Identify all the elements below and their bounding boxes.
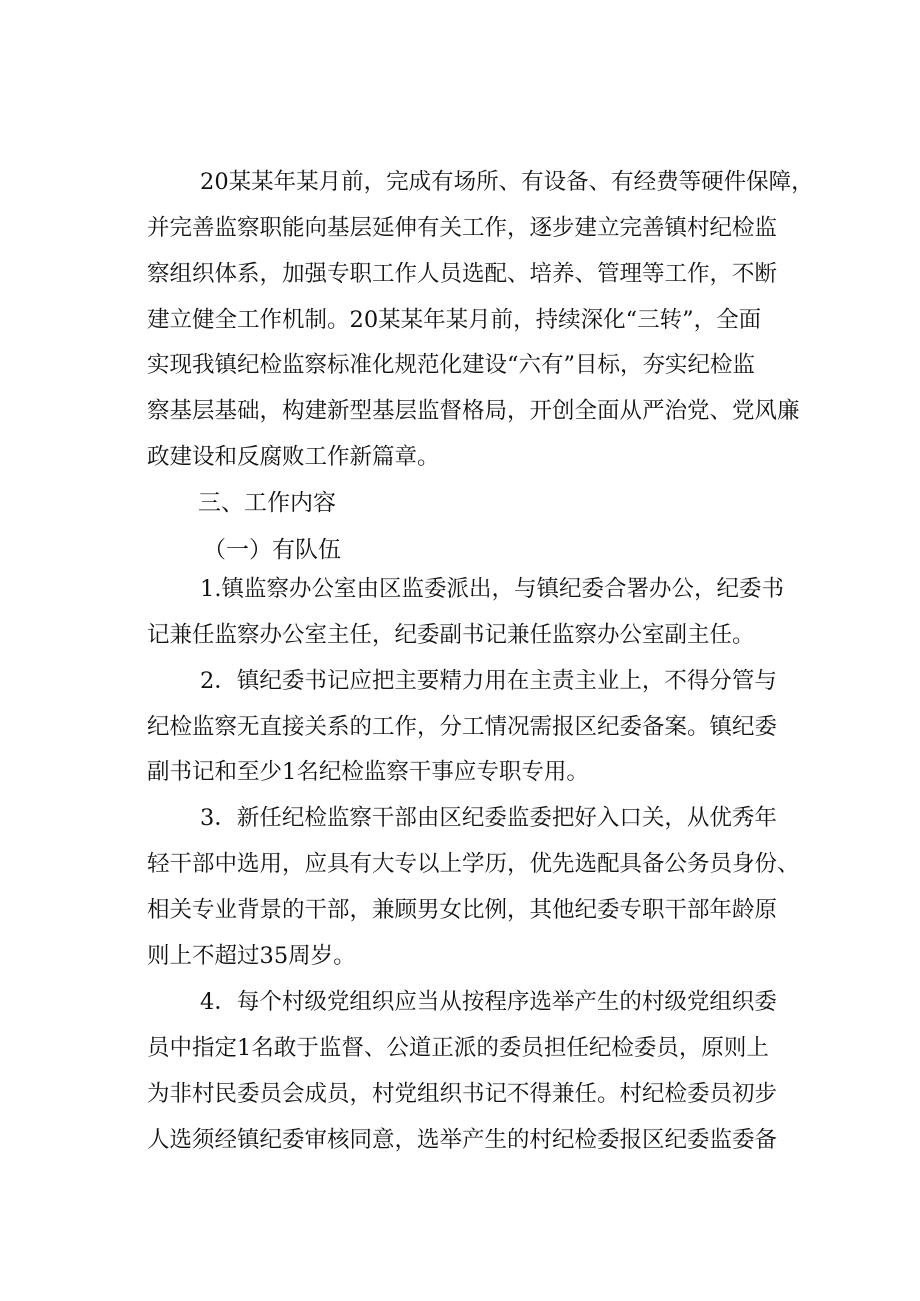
item-4-line-4: 人选须经镇纪委审核同意，选举产生的村纪检委报区纪委监委备 — [147, 1127, 778, 1153]
item-4-line-3: 为非村民委员会成员，村党组织书记不得兼任。村纪检委员初步 — [147, 1081, 778, 1107]
paragraph-1-line-4: 建立健全工作机制。20某某年某月前，持续深化“三转”，全面 — [147, 307, 762, 333]
subsection-heading: （一）有队伍 — [203, 537, 341, 563]
item-4-line-1: 4．每个村级党组织应当从按程序选举产生的村级党组织委 — [200, 989, 777, 1015]
item-2-line-3: 副书记和至少1名纪检监察干事应专职专用。 — [147, 759, 589, 785]
item-3-line-4: 则上不超过35周岁。 — [147, 943, 356, 969]
paragraph-1-line-1: 20某某年某月前，完成有场所、有设备、有经费等硬件保障， — [200, 169, 814, 195]
paragraph-1-line-6: 察基层基础，构建新型基层监督格局，开创全面从严治党、党风廉 — [147, 398, 800, 424]
item-4-line-2: 员中指定1名敢于监督、公道正派的委员担任纪检委员，原则上 — [147, 1035, 769, 1061]
item-1-line-1: 1.镇监察办公室由区监委派出，与镇纪委合署办公，纪委书 — [200, 576, 784, 602]
section-heading: 三、工作内容 — [198, 490, 336, 516]
paragraph-1-line-5: 实现我镇纪检监察标准化规范化建设“六有”目标，夯实纪检监 — [147, 352, 756, 378]
paragraph-1-line-3: 察组织体系，加强专职工作人员选配、培养、管理等工作，不断 — [147, 261, 778, 287]
item-3-line-2: 轻干部中选用，应具有大专以上学历，优先选配具备公务员身份、 — [147, 851, 800, 877]
item-3-line-1: 3．新任纪检监察干部由区纪委监委把好入口关，从优秀年 — [200, 805, 777, 831]
item-1-line-2: 记兼任监察办公室主任，纪委副书记兼任监察办公室副主任。 — [147, 622, 755, 648]
item-2-line-1: 2．镇纪委书记应把主要精力用在主责主业上，不得分管与 — [200, 668, 777, 694]
paragraph-1-line-7: 政建设和反腐败工作新篇章。 — [147, 444, 440, 470]
paragraph-1-line-2: 并完善监察职能向基层延伸有关工作，逐步建立完善镇村纪检监 — [147, 215, 778, 241]
item-3-line-3: 相关专业背景的干部，兼顾男女比例，其他纪委专职干部年龄原 — [147, 897, 778, 923]
item-2-line-2: 纪检监察无直接关系的工作，分工情况需报区纪委备案。镇纪委 — [147, 714, 778, 740]
